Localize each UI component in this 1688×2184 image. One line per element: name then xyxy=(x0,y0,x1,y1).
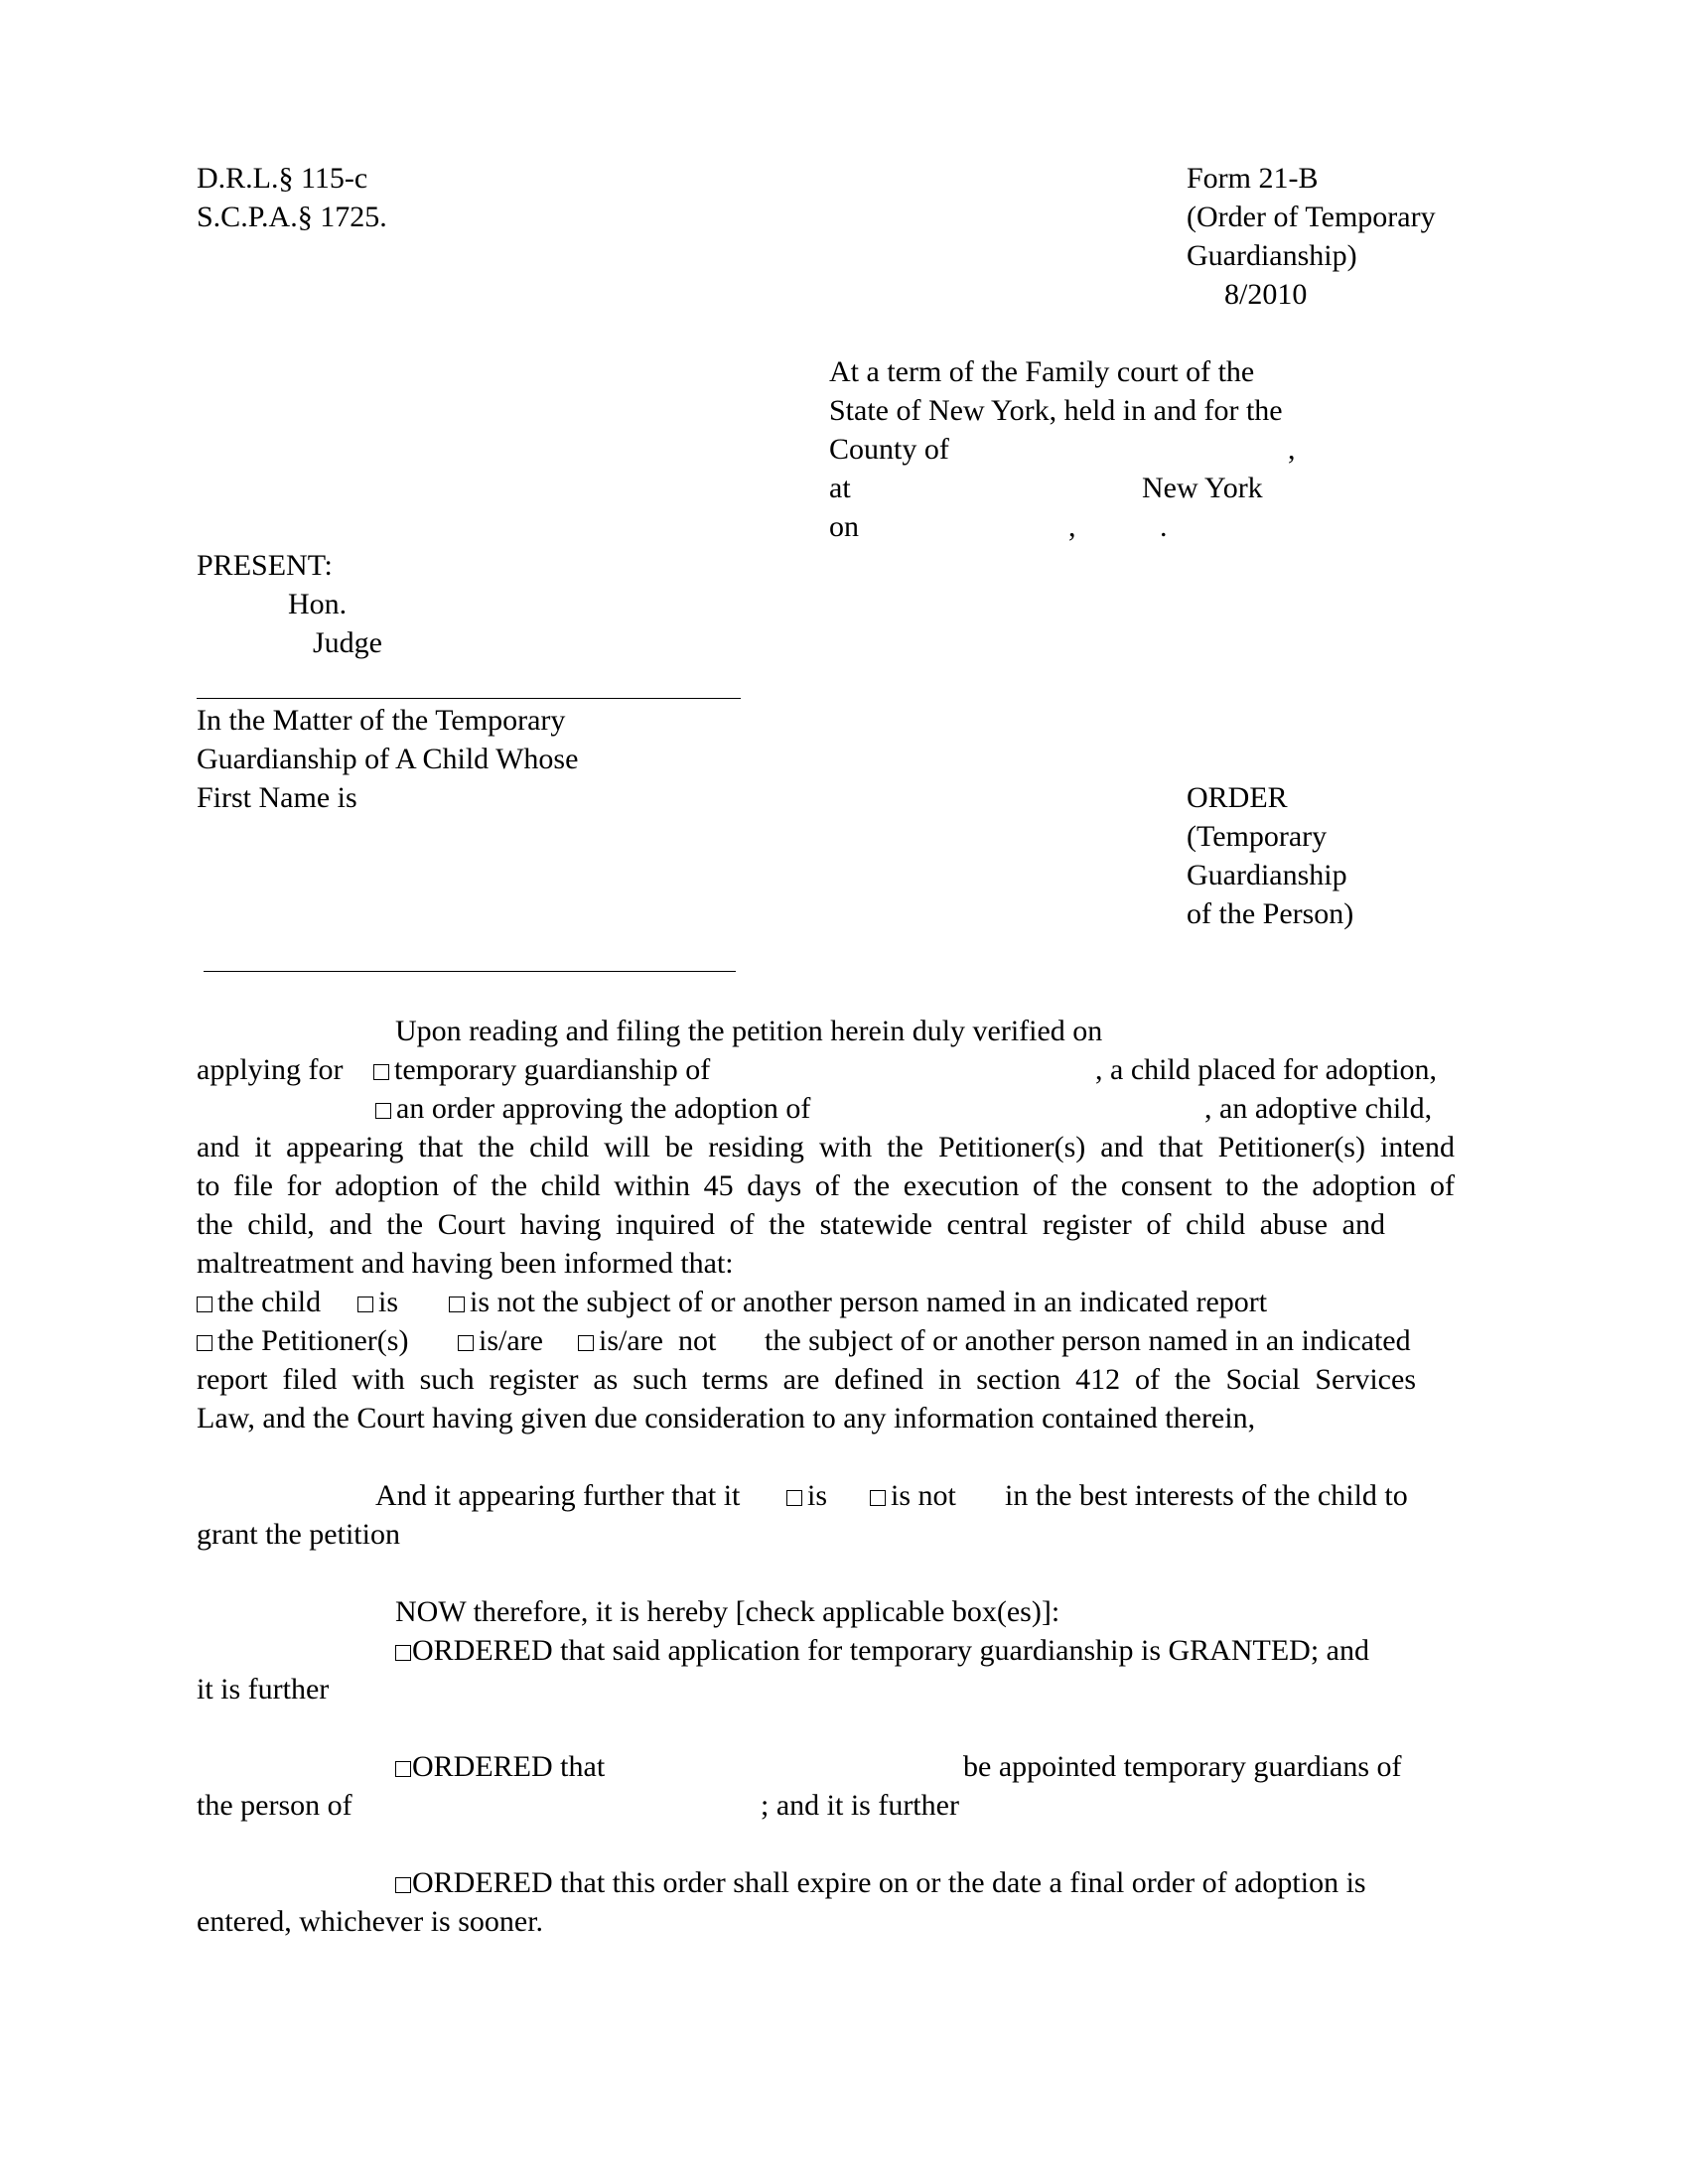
caption-top-rule xyxy=(197,698,741,699)
option-child[interactable] xyxy=(197,1283,321,1321)
option-petitioners[interactable] xyxy=(197,1321,408,1360)
temporary-guardianship-tail: , a child placed for adoption, xyxy=(1095,1053,1438,1086)
ordered-granted[interactable] xyxy=(395,1631,1369,1670)
checkbox-ordered-granted[interactable] xyxy=(395,1645,411,1661)
caption-line1: In the Matter of the Temporary xyxy=(197,704,566,737)
state-name: New York xyxy=(1142,472,1263,504)
option-petitioners-is-are[interactable] xyxy=(458,1321,543,1360)
judge-label: Judge xyxy=(313,626,382,659)
option-best-interest-is-label: is xyxy=(807,1479,828,1512)
checkbox-petitioners[interactable] xyxy=(197,1335,212,1351)
option-best-interest-is-not-label: is not xyxy=(891,1479,956,1512)
now-therefore: NOW therefore, it is hereby [check applicable box(es)]: xyxy=(395,1595,1060,1628)
checkbox-best-interest-is-not[interactable] xyxy=(870,1490,886,1506)
ordered-expire-label: ORDERED that this order shall expire on or the date a final order of adoption is xyxy=(412,1866,1366,1899)
checkbox-best-interest-is[interactable] xyxy=(786,1490,802,1506)
option-child-is[interactable] xyxy=(357,1283,398,1321)
order-subtitle-line3: of the Person) xyxy=(1187,897,1354,930)
caption-line3: First Name is xyxy=(197,781,357,814)
petitioners-tail: the subject of or another person named in an indicated xyxy=(765,1324,1411,1357)
best-interest-line2: grant the petition xyxy=(197,1518,400,1551)
on-label: on xyxy=(829,510,859,543)
order-title: ORDER xyxy=(1187,781,1288,814)
ordered-appoint-label: ORDERED that xyxy=(412,1750,606,1783)
ordered-granted-label: ORDERED that said application for temporary guardianship is GRANTED; and xyxy=(412,1634,1369,1667)
ordered-appoint[interactable] xyxy=(395,1747,605,1786)
form-title-line1: (Order of Temporary xyxy=(1187,201,1436,233)
present-label: PRESENT: xyxy=(197,549,333,582)
order-subtitle-line2: Guardianship xyxy=(1187,859,1347,891)
applying-for-label: applying for xyxy=(197,1053,344,1086)
petition-line5: to file for adoption of the child within 45 days of the execution of the consent to the adoption of xyxy=(197,1169,1455,1202)
form-date: 8/2010 xyxy=(1224,278,1308,311)
date-period: . xyxy=(1160,510,1168,543)
ordered-appoint-further: ; and it is further xyxy=(761,1789,959,1822)
hon-label: Hon. xyxy=(288,588,348,620)
option-child-is-label: is xyxy=(378,1286,399,1318)
statute-drl: D.R.L.§ 115-c xyxy=(197,162,368,195)
adoption-order-tail: , an adoptive child, xyxy=(1204,1092,1433,1125)
court-line2: State of New York, held in and for the xyxy=(829,394,1283,427)
petition-line11: Law, and the Court having given due consideration to any information contained therein, xyxy=(197,1402,1256,1434)
option-petitioners-is-are-not-label: is/are not xyxy=(599,1324,717,1357)
order-subtitle-line1: (Temporary xyxy=(1187,820,1328,853)
checkbox-adoption-order[interactable] xyxy=(375,1103,391,1119)
checkbox-temporary-guardianship[interactable] xyxy=(373,1064,389,1080)
petition-line10: report filed with such register as such terms are defined in section 412 of the Social Services xyxy=(197,1363,1416,1396)
form-number: Form 21-B xyxy=(1187,162,1319,195)
checkbox-petitioners-is-are[interactable] xyxy=(458,1335,474,1351)
option-petitioners-is-are-not[interactable] xyxy=(578,1321,716,1360)
caption-line2: Guardianship of A Child Whose xyxy=(197,743,579,775)
at-label: at xyxy=(829,472,851,504)
form-title-line2: Guardianship) xyxy=(1187,239,1357,272)
petition-line7: maltreatment and having been informed that: xyxy=(197,1247,734,1280)
county-label: County of xyxy=(829,433,949,466)
ordered-expire[interactable] xyxy=(395,1863,1366,1902)
ordered-expire-line2: entered, whichever is sooner. xyxy=(197,1905,544,1938)
option-petitioners-label: the Petitioner(s) xyxy=(217,1324,409,1357)
date-comma: , xyxy=(1068,510,1076,543)
ordered-granted-line2: it is further xyxy=(197,1673,330,1706)
option-best-interest-is-not[interactable] xyxy=(870,1476,956,1515)
statute-scpa: S.C.P.A.§ 1725. xyxy=(197,201,387,233)
option-temporary-guardianship-label: temporary guardianship of xyxy=(394,1053,711,1086)
option-child-is-not-label: is not the subject of or another person named in an indicated report xyxy=(470,1286,1268,1318)
petition-line1: Upon reading and filing the petition herein duly verified on xyxy=(395,1015,1103,1047)
checkbox-child[interactable] xyxy=(197,1297,212,1312)
best-interest-tail: in the best interests of the child to xyxy=(1005,1479,1408,1512)
option-adoption-order[interactable] xyxy=(375,1089,810,1128)
court-line1: At a term of the Family court of the xyxy=(829,355,1255,388)
checkbox-ordered-expire[interactable] xyxy=(395,1877,411,1893)
petition-line6: the child, and the Court having inquired of the statewide central register of child abuse and xyxy=(197,1208,1385,1241)
caption-bottom-rule xyxy=(204,971,736,972)
option-temporary-guardianship[interactable] xyxy=(373,1050,710,1089)
ordered-appoint-tail: be appointed temporary guardians of xyxy=(963,1750,1402,1783)
ordered-appoint-person-of: the person of xyxy=(197,1789,352,1822)
option-petitioners-is-are-label: is/are xyxy=(479,1324,543,1357)
best-interest-start: And it appearing further that it xyxy=(375,1479,741,1512)
county-comma: , xyxy=(1288,433,1296,466)
option-best-interest-is[interactable] xyxy=(786,1476,827,1515)
option-adoption-order-label: an order approving the adoption of xyxy=(396,1092,811,1125)
checkbox-ordered-appoint[interactable] xyxy=(395,1761,411,1777)
checkbox-petitioners-is-are-not[interactable] xyxy=(578,1335,594,1351)
option-child-is-not[interactable] xyxy=(449,1283,1267,1321)
option-child-label: the child xyxy=(217,1286,322,1318)
petition-line4: and it appearing that the child will be residing with the Petitioner(s) and that Petitioner(s) intend xyxy=(197,1131,1455,1163)
checkbox-child-is-not[interactable] xyxy=(449,1297,465,1312)
checkbox-child-is[interactable] xyxy=(357,1297,373,1312)
